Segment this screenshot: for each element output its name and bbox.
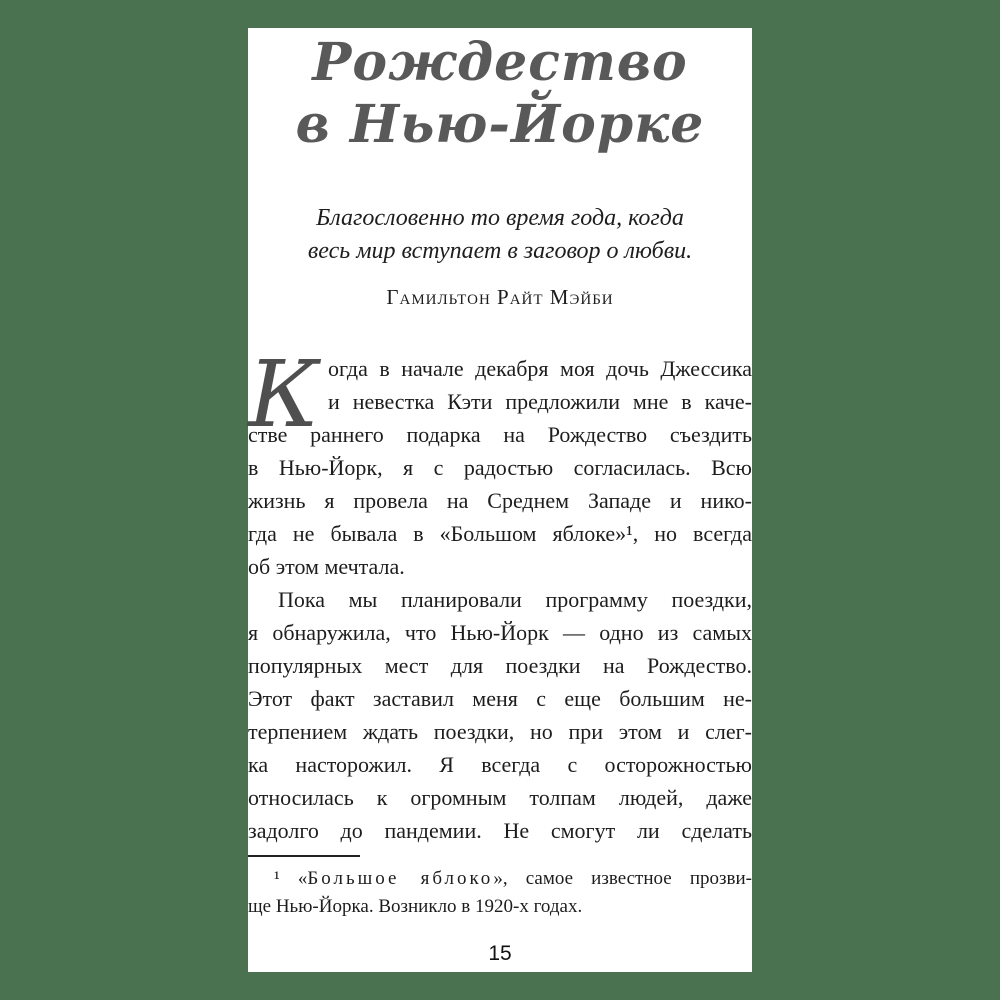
chapter-title-line-2: в Нью-Йорке bbox=[295, 94, 705, 155]
footnote-line-2: ще Нью-Йорка. Возникло в 1920-х годах. bbox=[248, 896, 583, 917]
chapter-title bbox=[248, 28, 752, 156]
text-line: в Нью-Йорк, я с радостью согласилась. Всю bbox=[248, 455, 752, 480]
epigraph bbox=[248, 202, 752, 268]
body-text bbox=[248, 341, 752, 847]
paragraph-2 bbox=[248, 583, 752, 847]
chapter-title-line-1: Рождество bbox=[312, 32, 688, 93]
text-line: и невестка Кэти предложили мне в каче- bbox=[328, 389, 752, 414]
footnote-rule bbox=[248, 855, 360, 857]
text-line: ка насторожил. Я всегда с осторожностью bbox=[248, 752, 752, 777]
text-line: я обнаружила, что Нью-Йорк — одно из самых bbox=[248, 620, 752, 645]
text-line: гда не бывала в «Большом яблоке»¹, но всегда bbox=[248, 521, 752, 546]
epigraph-attribution: Гамильтон Райт Мэйби bbox=[386, 285, 614, 309]
text-line: терпением ждать поездки, но при этом и слег- bbox=[248, 719, 752, 744]
text-line: об этом мечтала. bbox=[248, 554, 405, 579]
text-line: популярных мест для поездки на Рождество. bbox=[248, 653, 752, 678]
text-line: Пока мы планировали программу поездки, bbox=[278, 587, 752, 612]
text-line: Этот факт заставил меня с еще большим не- bbox=[248, 686, 752, 711]
footnote-line-1 bbox=[248, 865, 752, 893]
paragraph-1 bbox=[248, 341, 752, 583]
footnote-term: Большое яблоко bbox=[307, 868, 494, 889]
footnote-marker: ¹ « bbox=[274, 868, 308, 889]
drop-cap: К bbox=[248, 341, 320, 448]
footnote-text: », самое известное прозви- bbox=[493, 868, 752, 889]
text-line: задолго до пандемии. Не смогут ли сделать bbox=[248, 818, 752, 843]
page-number: 15 bbox=[488, 942, 512, 965]
text-line: Благословенно то время года, когда bbox=[316, 205, 684, 231]
text-line: жизнь я провела на Среднем Западе и нико- bbox=[248, 488, 752, 513]
text-line: огда в начале декабря моя дочь Джессика bbox=[328, 356, 752, 381]
text-line: весь мир вступает в заговор о любви. bbox=[307, 238, 693, 264]
text-line: относилась к огромным толпам людей, даже bbox=[248, 785, 752, 810]
book-page bbox=[248, 28, 752, 972]
text-line: стве раннего подарка на Рождество съездить bbox=[248, 422, 752, 447]
footnote bbox=[248, 865, 752, 921]
